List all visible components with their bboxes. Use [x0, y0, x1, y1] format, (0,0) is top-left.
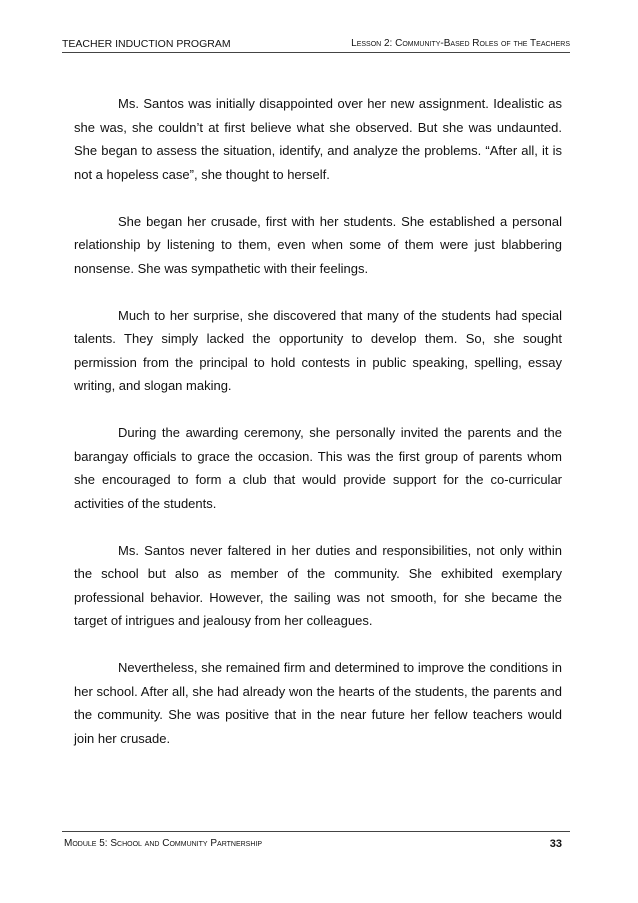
program-title: TEACHER INDUCTION PROGRAM — [62, 38, 231, 50]
module-title: Module 5: School and Community Partnership — [64, 838, 263, 849]
paragraph: During the awarding ceremony, she personally invited the parents and the barangay officials to grace the occasion. This was the first group of parents whom she encouraged to form a club that would provide support for the co-curricular activities of the students. — [74, 425, 562, 511]
paragraph: Ms. Santos was initially disappointed over her new assignment. Idealistic as she was, she couldn’t at first believe what she observed. But she was undaunted. She began to assess the situation, identify, and analyze the problems. “After all, it is not a hopeless case”, she thought to herself. — [74, 96, 562, 182]
lesson-title: Lesson 2: Community-Based Roles of the Teachers — [351, 38, 570, 49]
paragraph: She began her crusade, first with her students. She established a personal relationship by listening to them, even when some of them were just blabbering nonsense. She was sympathetic with their feelings. — [74, 213, 562, 276]
paragraph: Nevertheless, she remained firm and determined to improve the conditions in her school. After all, she had already won the hearts of the students, the parents and the community. She was positive that in the near future her fellow teachers would join her crusade. — [74, 660, 562, 746]
paragraph: Much to her surprise, she discovered that many of the students had special talents. They simply lacked the opportunity to develop them. So, she sought permission from the principal to hold contests in public speaking, spelling, essay writing, and slogan making. — [74, 307, 562, 393]
page-number: 33 — [549, 838, 562, 850]
document-body — [74, 92, 562, 774]
paragraph: Ms. Santos never faltered in her duties and responsibilities, not only within the school but also as member of the community. She exhibited exemplary professional behavior. However, the sailing was not smooth, for she became the target of intrigues and jealousy from her colleagues. — [74, 542, 562, 628]
page-header — [62, 38, 570, 53]
page-footer — [62, 831, 570, 850]
